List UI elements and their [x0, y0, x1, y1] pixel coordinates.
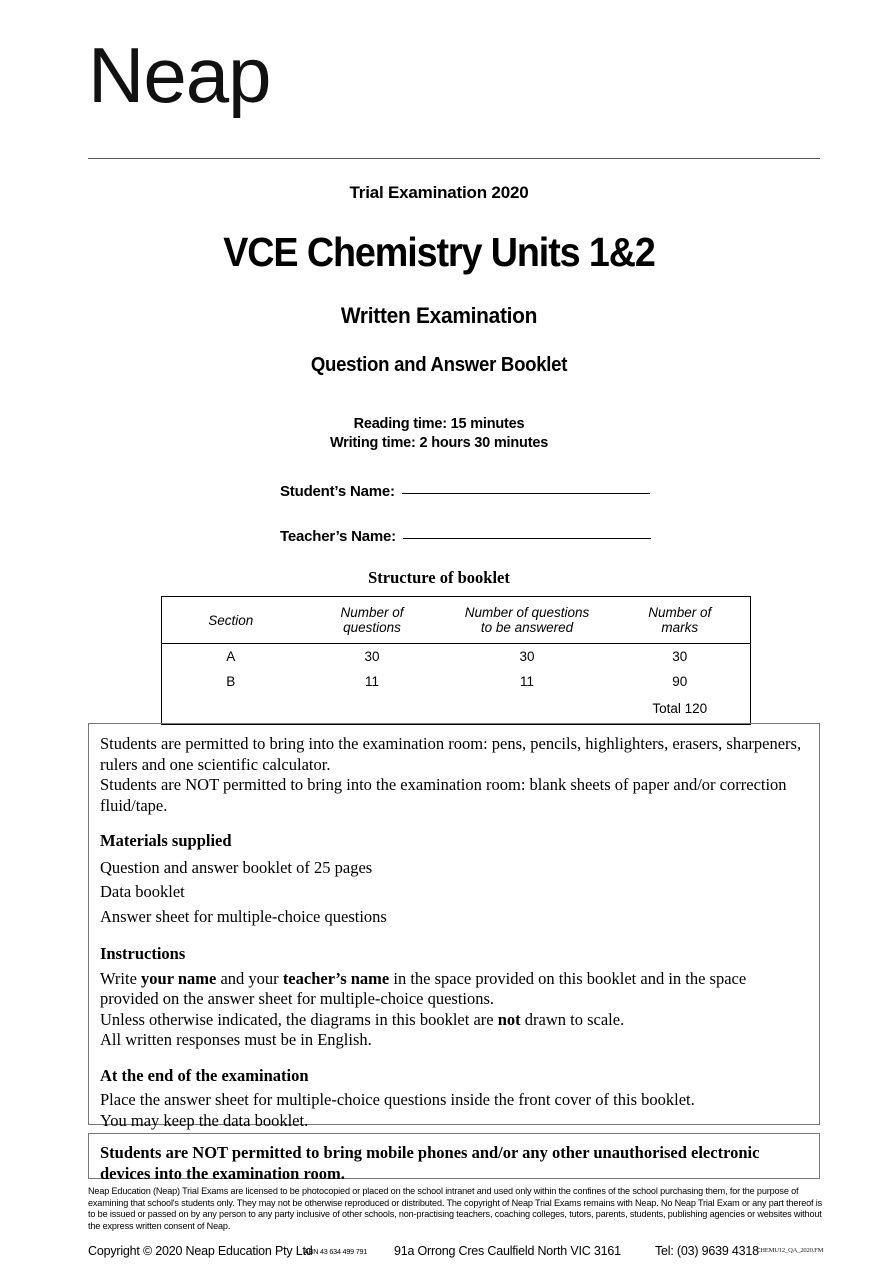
column-header-number-of-marks: Number of marks: [610, 597, 751, 644]
structure-heading: Structure of booklet: [368, 568, 510, 587]
english-instruction: All written responses must be in English.: [100, 1030, 372, 1049]
cell-marks: 90: [672, 674, 688, 689]
reading-time: Reading time: 15 minutes: [353, 416, 525, 432]
teacher-name-field[interactable]: [280, 525, 651, 545]
table-row: [162, 669, 751, 694]
writing-time: Writing time: 2 hours 30 minutes: [329, 435, 549, 451]
mobile-phone-warning-text: Students are NOT permitted to bring mobile phones and/or any other unauthorised electronic devices into the examination room.: [100, 1143, 760, 1183]
page-title: VCE Chemistry Units 1&2: [223, 229, 655, 275]
teacher-name-label: Teacher’s Name:: [280, 528, 396, 545]
end-instruction-line: Place the answer sheet for multiple-choice questions inside the front cover of this booklet.: [100, 1090, 695, 1109]
cell-empty-2: [300, 694, 445, 725]
cell-questions: 11: [364, 674, 379, 689]
student-name-input[interactable]: [402, 480, 650, 494]
cell-total: Total 120: [652, 701, 708, 716]
end-of-examination-heading: At the end of the examination: [100, 1065, 309, 1085]
cell-to-be-answered: 30: [519, 649, 535, 664]
table-row: [162, 644, 751, 670]
cell-questions: 30: [364, 649, 380, 664]
copyright-text: Copyright © 2020 Neap Education Pty Ltd: [88, 1244, 313, 1258]
cell-empty-3: [445, 694, 610, 725]
teacher-name-emphasis: teacher’s name: [282, 968, 390, 988]
exam-type: Written Examination: [340, 303, 538, 328]
cell-to-be-answered: 11: [519, 674, 534, 689]
abn-text: ABN 43 634 499 791: [304, 1247, 368, 1256]
student-name-label: Student’s Name:: [280, 483, 395, 500]
end-instruction-line: You may keep the data booklet.: [100, 1110, 309, 1130]
header-divider: [88, 158, 820, 159]
instructions-box: [88, 723, 820, 1130]
not-emphasis: not: [497, 1009, 521, 1029]
instructions-heading: Instructions: [100, 944, 186, 963]
materials-supplied-heading: Materials supplied: [100, 831, 232, 850]
diagrams-instruction: Unless otherwise indicated, the diagrams in this booklet are not drawn to scale.: [100, 1009, 625, 1029]
address-text: 91a Orrong Cres Caulfield North VIC 3161: [394, 1244, 621, 1258]
cell-section: B: [226, 674, 236, 689]
trial-exam-year: Trial Examination 2020: [349, 183, 529, 202]
table-header-row: [162, 597, 751, 644]
exam-times: [0, 415, 878, 453]
material-item: Answer sheet for multiple-choice questions: [100, 906, 387, 926]
license-notice: Neap Education (Neap) Trial Exams are licensed to be photocopied or placed on the school intranet and used only within the confines of the school purchasing them, for the purpose of examining that school's students only. They may not be otherwise reproduced or distributed. The copyright of Neap Trial Exams remains with Neap. No Neap Trial Exam or any part thereof is to be issued or passed on by any person to any party inclusive of other schools, non-practising teachers, coaching colleges, tutors, parents, students, publishing agencies or websites without the express written consent of Neap.: [88, 1186, 823, 1232]
column-header-to-be-answered: Number of questions to be answered: [445, 597, 610, 644]
cell-section: A: [226, 649, 236, 664]
your-name-emphasis: your name: [141, 968, 217, 988]
student-name-field[interactable]: [280, 480, 650, 500]
title-block: [0, 183, 878, 377]
cell-marks: 30: [672, 649, 688, 664]
document-code: CHEMU12_QA_2020.FM: [756, 1247, 824, 1254]
structure-of-booklet-table: [161, 596, 751, 725]
permitted-items-text: Students are permitted to bring into the examination room: pens, pencils, highlighters, erasers, sharpeners, rulers and one scientific calculator.: [100, 734, 802, 774]
booklet-type: Question and Answer Booklet: [310, 354, 568, 376]
column-header-number-of-questions: Number of questions: [300, 597, 445, 644]
column-header-section: Section: [162, 597, 300, 644]
material-item: Question and answer booklet of 25 pages: [100, 857, 373, 877]
write-name-instruction: Write your name and your teacher’s name in the space provided on this booklet and in the space provided on the answer sheet for multiple-choice questions.: [100, 968, 747, 1008]
neap-logo: Neap: [88, 31, 271, 119]
cell-empty-1: [162, 694, 300, 725]
not-permitted-items-text: Students are NOT permitted to bring into the examination room: blank sheets of paper and/or correction fluid/tape.: [100, 775, 787, 815]
mobile-phone-warning-box: [88, 1133, 820, 1183]
material-item: Data booklet: [100, 882, 185, 901]
teacher-name-input[interactable]: [403, 525, 651, 539]
telephone-text: Tel: (03) 9639 4318: [655, 1244, 759, 1258]
table-total-row: [162, 694, 751, 725]
